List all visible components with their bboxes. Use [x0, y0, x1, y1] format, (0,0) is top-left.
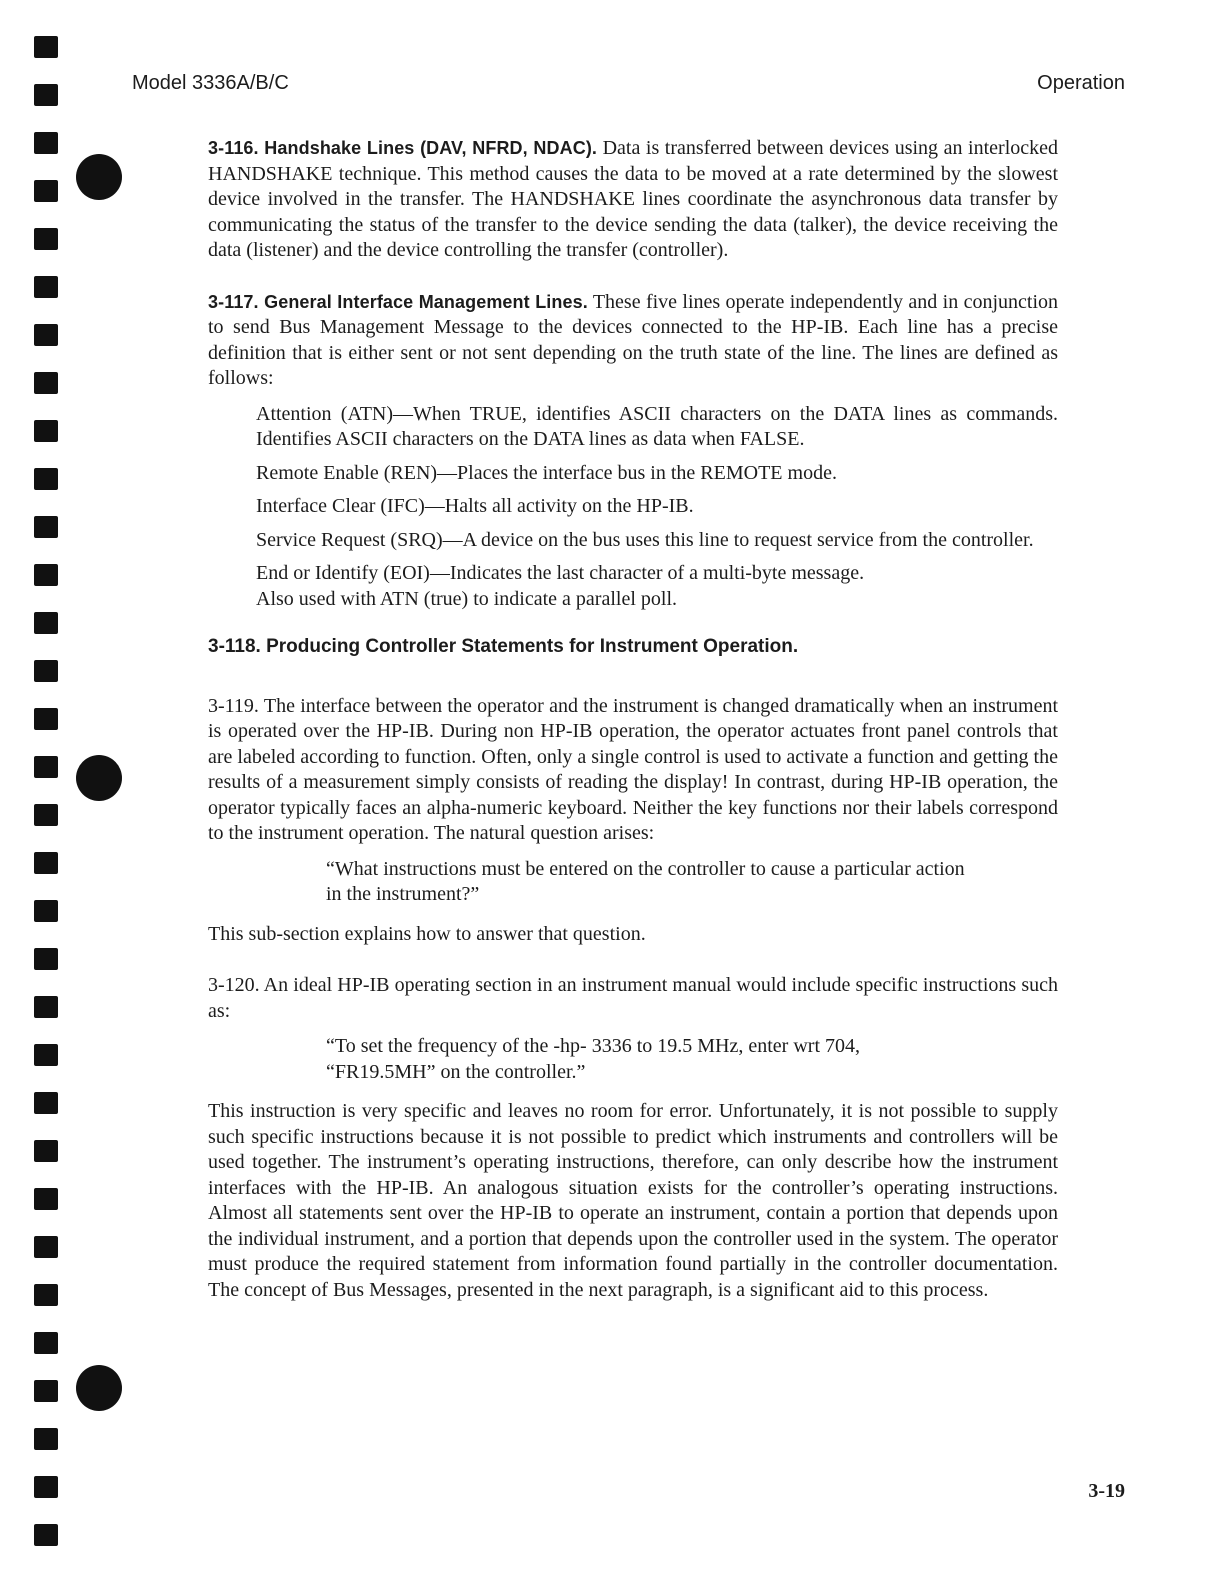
section-heading-3-118: 3-118. Producing Controller Statements for Instrument Operation.: [208, 636, 799, 657]
binding-square: [34, 660, 58, 682]
paragraph-3-116: [208, 136, 1058, 264]
definition-eoi-cont: Also used with ATN (true) to indicate a parallel poll.: [256, 587, 678, 610]
definition-eoi: End or Identify (EOI)—Indicates the last character of a multi-byte message.: [256, 562, 865, 584]
binding-square: [34, 228, 58, 250]
binding-square: [34, 948, 58, 970]
binding-square: [34, 1428, 58, 1450]
paragraph-text: This instruction is very specific and leaves no room for error. Unfortunately, it is not possible to supply such specific instructions because it is not possible to predict which instruments and controllers will be used together. The instrument’s operating instructions, therefore, can only describe how the instrument interfaces with the HP-IB. An analogous situation exists for the controller’s operating instructions. Almost all statements sent over the HP-IB to operate an instrument, contain a portion that depends upon the individual instrument, and a portion that depends upon the controller used in the system. The operator must produce the required statement from information found partially in the controller documentation. The concept of Bus Messages, presented in the next paragraph, is a significant aid to this process.: [208, 1100, 1058, 1301]
header-model: Model 3336A/B/C: [132, 72, 289, 94]
definition-srq: Service Request (SRQ)—A device on the bus uses this line to request service from the controller.: [256, 528, 1034, 551]
binding-square: [34, 900, 58, 922]
binding-square: [34, 324, 58, 346]
binding-square: [34, 1140, 58, 1162]
binding-square: [34, 852, 58, 874]
binding-square: [34, 36, 58, 58]
quote-question: “What instructions must be entered on the controller to cause a particular action in the instrument?”: [326, 857, 965, 905]
binding-square: [34, 1332, 58, 1354]
paragraph-text: Data is transferred between devices using an interlocked HANDSHAKE technique. This method causes the data to be moved at a rate determined by the slowest device involved in the transfer. The HANDSHAKE lines coordinate the asynchronous data transfer by communicating the status of the transfer to the device sending the data (talker), the device receiving the data (listener) and the device controlling the transfer (controller).: [208, 137, 1058, 261]
binding-square: [34, 420, 58, 442]
binding-square: [34, 1524, 58, 1546]
definition-ifc: Interface Clear (IFC)—Halts all activity on the HP-IB.: [256, 495, 694, 517]
page-body: [208, 136, 1058, 1303]
binding-margin: [34, 28, 64, 1568]
quote-example: “To set the frequency of the -hp- 3336 to 19.5 MHz, enter wrt 704, “FR19.5MH” on the controller.”: [326, 1035, 861, 1083]
binding-square: [34, 756, 58, 778]
binding-square: [34, 708, 58, 730]
binding-square: [34, 468, 58, 490]
paragraph-3-120: 3-120. An ideal HP-IB operating section in an instrument manual would include specific instructions such as:: [208, 974, 1058, 1022]
punch-hole: [76, 1365, 122, 1411]
paragraph-3-119: 3-119. The interface between the operator and the instrument is changed dramatically when an instrument is operated over the HP-IB. During non HP-IB operation, the operator actuates front panel controls that are labeled according to function. Often, only a single control is used to activate a function and getting the results of a measurement simply consists of reading the display! In contrast, during HP-IB operation, the operator typically faces an alpha-numeric keyboard. Neither the key functions nor their labels correspond to the instrument operation. The natural question arises:: [208, 694, 1058, 844]
binding-square: [34, 1236, 58, 1258]
binding-square: [34, 180, 58, 202]
binding-square: [34, 804, 58, 826]
punch-hole: [76, 154, 122, 200]
binding-square: [34, 1044, 58, 1066]
binding-square: [34, 564, 58, 586]
binding-square: [34, 996, 58, 1018]
binding-square: [34, 516, 58, 538]
binding-square: [34, 372, 58, 394]
page-number: 3-19: [1088, 1480, 1125, 1502]
binding-square: [34, 276, 58, 298]
paragraph-3-117: [208, 290, 1058, 392]
definition-ren: Remote Enable (REN)—Places the interface bus in the REMOTE mode.: [256, 461, 837, 484]
binding-square: [34, 1380, 58, 1402]
paragraph-heading: 3-116. Handshake Lines (DAV, NFRD, NDAC).: [208, 138, 598, 158]
header-section: Operation: [1037, 72, 1125, 94]
binding-square: [34, 1284, 58, 1306]
paragraph-text: These five lines operate independently and in conjunction to send Bus Management Message to the devices connected to the HP-IB. Each line has a precise definition that is either sent or not sent depending on the truth state of the line. The lines are defined as follows:: [208, 290, 1058, 389]
definition-atn: Attention (ATN)—When TRUE, identifies ASCII characters on the DATA lines as commands. Identifies ASCII characters on the DATA lines as data when FALSE.: [256, 402, 1058, 450]
binding-square: [34, 612, 58, 634]
binding-square: [34, 132, 58, 154]
paragraph-heading: 3-117. General Interface Management Lines.: [208, 291, 588, 312]
binding-square: [34, 1188, 58, 1210]
binding-square: [34, 1092, 58, 1114]
paragraph-text: This sub-section explains how to answer that question.: [208, 922, 646, 945]
binding-square: [34, 1476, 58, 1498]
punch-hole: [76, 755, 122, 801]
binding-square: [34, 84, 58, 106]
line-definitions: [256, 402, 1058, 613]
